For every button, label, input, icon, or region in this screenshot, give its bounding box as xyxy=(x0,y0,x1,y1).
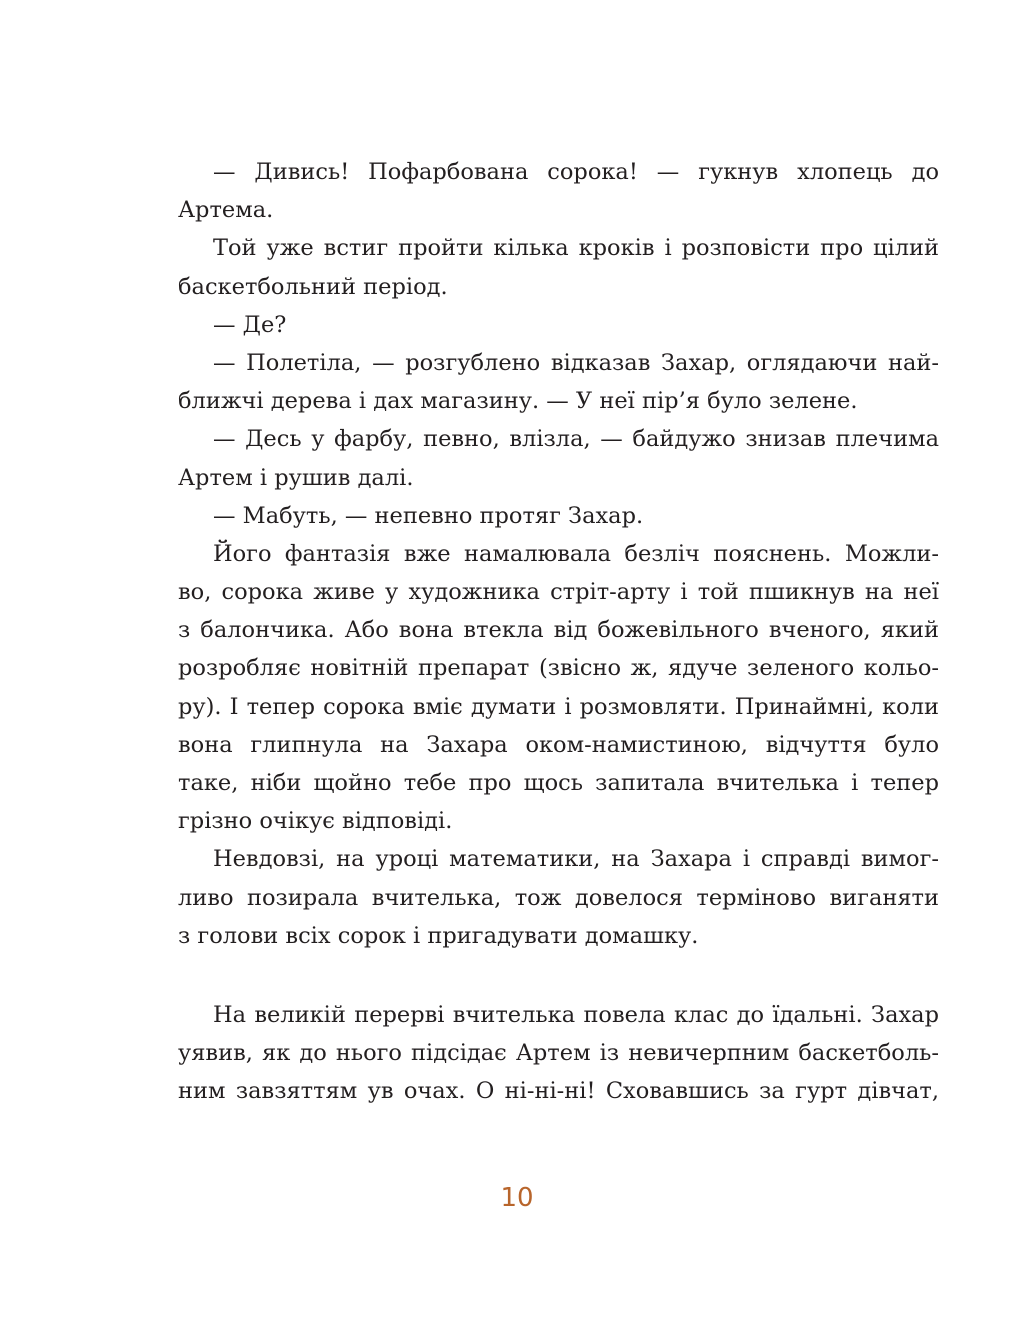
text-line: На великій перерві вчителька повела клас до їдальні. Захар xyxy=(213,1002,939,1028)
text-line: вона глипнула на Захара оком-намистиною, відчуття було xyxy=(178,731,939,758)
text-line: Артем і рушив далі. xyxy=(178,464,414,491)
paragraph xyxy=(178,153,939,229)
text-line: — Десь у фарбу, певно, влізла, — байдужо знизав плечима xyxy=(213,426,939,453)
text-line: грізно очікує відповіді. xyxy=(178,808,453,835)
paragraph xyxy=(178,229,939,305)
text-line: баскетбольний період. xyxy=(178,273,448,300)
paragraph xyxy=(178,420,939,496)
text-line: во, сорока живе у художника стріт-арту і той пшикнув на неї xyxy=(178,579,939,606)
text-line: ру). І тепер сорока вміє думати і розмовляти. Принаймні, коли xyxy=(178,693,939,720)
text-line: — Дивись! Пофарбована сорока! — гукнув хлопець до xyxy=(213,159,939,185)
page-number: 10 xyxy=(500,1183,534,1213)
text-block-main xyxy=(178,153,939,955)
text-line: Його фантазія вже намалювала безліч пояснень. Можли- xyxy=(213,540,939,567)
paragraph xyxy=(178,497,939,535)
text-line: розробляє новітній препарат (звісно ж, ядуче зеленого кольо- xyxy=(178,655,939,682)
text-line: з балончика. Або вона втекла від божевільного вченого, який xyxy=(178,617,939,644)
text-line: ливо позирала вчителька, тож довелося терміново виганяти xyxy=(178,884,939,911)
text-line: таке, ніби щойно тебе про щось запитала вчителька і тепер xyxy=(178,770,939,796)
text-line: ним завзяттям ув очах. О ні-ні-ні! Сховавшись за гурт дівчат, xyxy=(178,1078,939,1105)
text-line: — Де? xyxy=(213,311,287,338)
text-line: Той уже встиг пройти кілька кроків і розповісти про цілий xyxy=(213,235,939,262)
paragraph xyxy=(178,840,939,955)
text-line: з голови всіх сорок і пригадувати домашку. xyxy=(178,922,699,949)
text-line: — Мабуть, — непевно протяг Захар. xyxy=(213,502,644,529)
text-line: уявив, як до нього підсідає Артем із невичерпним баскетболь- xyxy=(178,1040,939,1067)
text-line: Невдовзі, на уроці математики, на Захара і справді вимог- xyxy=(213,846,939,873)
text-line: — Полетіла, — розгублено відказав Захар, оглядаючи най- xyxy=(213,349,939,376)
paragraph xyxy=(178,344,939,420)
paragraph xyxy=(178,996,939,1111)
paragraph xyxy=(178,306,939,344)
text-line: Артема. xyxy=(178,197,274,224)
paragraph xyxy=(178,535,939,841)
text-block-section-break xyxy=(178,996,939,1111)
text-line: ближчі дерева і дах магазину. — У неї пір’я було зелене. xyxy=(178,388,858,415)
